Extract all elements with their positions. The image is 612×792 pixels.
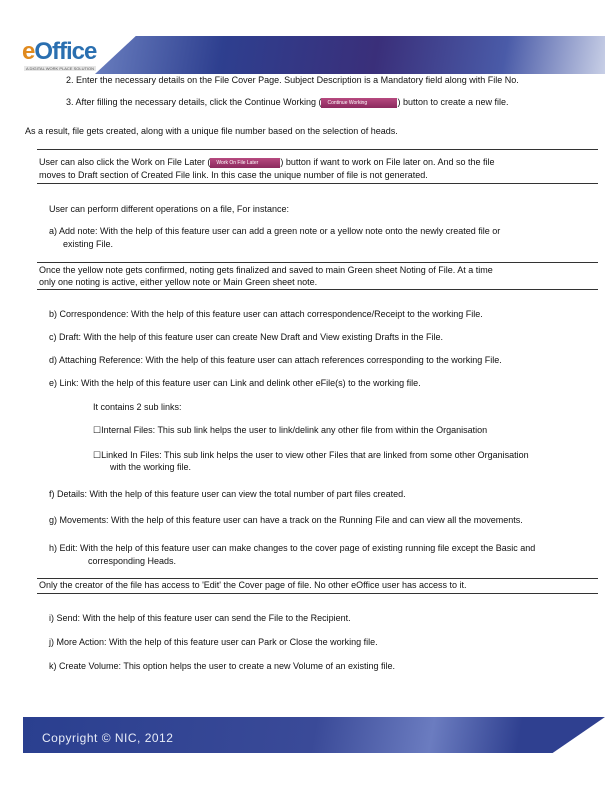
item-send: i) Send: With the help of this feature user can send the File to the Recipient. bbox=[49, 613, 351, 623]
copyright: Copyright © NIC, 2012 bbox=[42, 731, 174, 745]
sublink-text: Internal Files: This sub link helps the user to link/delink any other file from within the Organisation bbox=[101, 425, 488, 435]
item-link: e) Link: With the help of this feature user can Link and delink other eFile(s) to the working file. bbox=[49, 378, 421, 388]
item-add-note: a) Add note: With the help of this feature user can add a green note or a yellow note onto the newly created file or bbox=[49, 226, 501, 236]
item-edit-line2: corresponding Heads. bbox=[88, 556, 177, 566]
item-correspondence: b) Correspondence: With the help of this feature user can attach correspondence/Receipt to the working File. bbox=[49, 309, 483, 319]
logo-tagline: A DIGITAL WORK PLACE SOLUTION bbox=[26, 66, 95, 71]
item-draft: c) Draft: With the help of this feature user can create New Draft and View existing Drafts in the File. bbox=[49, 332, 444, 342]
sublink-text: Linked In Files: This sub link helps the user to view other Files that are linked from some other Organisation bbox=[101, 450, 529, 460]
step-3-text: 3. After filling the necessary details, click the Continue Working ( bbox=[66, 97, 322, 107]
note-text-after: ) button if want to work on File later on. And so the file bbox=[280, 157, 495, 167]
item-edit: h) Edit: With the help of this feature user can make changes to the cover page of existing running file except the Basic and bbox=[49, 543, 536, 553]
header-banner bbox=[95, 36, 605, 74]
operations-intro: User can perform different operations on a file, For instance: bbox=[49, 204, 289, 214]
step-3-text-after: ) button to create a new file. bbox=[397, 97, 509, 107]
note-work-later bbox=[39, 157, 495, 168]
item-add-note-line2: existing File. bbox=[63, 239, 114, 249]
sublink-linked-in-files-line2: with the working file. bbox=[110, 462, 192, 472]
sublinks-intro: It contains 2 sub links: bbox=[93, 402, 182, 412]
eoffice-logo: eOffice bbox=[22, 38, 97, 65]
note-edit-access: Only the creator of the file has access to 'Edit' the Cover page of file. No other eOffice user has access to it. bbox=[39, 580, 467, 590]
step-3 bbox=[66, 97, 509, 108]
divider bbox=[37, 183, 598, 184]
result-text: As a result, file gets created, along with a unique file number based on the selection of heads. bbox=[25, 126, 398, 136]
divider bbox=[37, 593, 598, 594]
item-details: f) Details: With the help of this feature user can view the total number of part files created. bbox=[49, 489, 406, 499]
note-yellow-line2: only one noting is active, either yellow note or Main Green sheet note. bbox=[39, 277, 318, 287]
continue-working-button[interactable]: Continue Working bbox=[321, 98, 397, 108]
item-create-volume: k) Create Volume: This option helps the user to create a new Volume of an existing file. bbox=[49, 661, 396, 671]
note-text: User can also click the Work on File Later ( bbox=[39, 157, 211, 167]
divider bbox=[37, 289, 598, 290]
item-attaching-reference: d) Attaching Reference: With the help of this feature user can attach references corresponding to the working File. bbox=[49, 355, 502, 365]
divider bbox=[37, 149, 598, 150]
sublink-internal-files bbox=[93, 425, 487, 436]
work-on-file-later-button[interactable]: Work On File Later bbox=[210, 158, 280, 168]
divider bbox=[37, 262, 598, 263]
note-yellow: Once the yellow note gets confirmed, noting gets finalized and saved to main Green sheet Noting of File. At a time bbox=[39, 265, 493, 275]
sublink-linked-in-files bbox=[93, 450, 529, 461]
step-2: 2. Enter the necessary details on the File Cover Page. Subject Description is a Mandatory field along with File No. bbox=[66, 75, 519, 85]
checkbox-icon: ☐ bbox=[93, 450, 102, 460]
divider bbox=[37, 578, 598, 579]
item-more-action: j) More Action: With the help of this feature user can Park or Close the working file. bbox=[49, 637, 378, 647]
checkbox-icon: ☐ bbox=[93, 425, 102, 435]
item-movements: g) Movements: With the help of this feature user can have a track on the Running File and can view all the movements. bbox=[49, 515, 523, 525]
note-work-later-line2: moves to Draft section of Created File link. In this case the unique number of file is not generated. bbox=[39, 170, 428, 180]
